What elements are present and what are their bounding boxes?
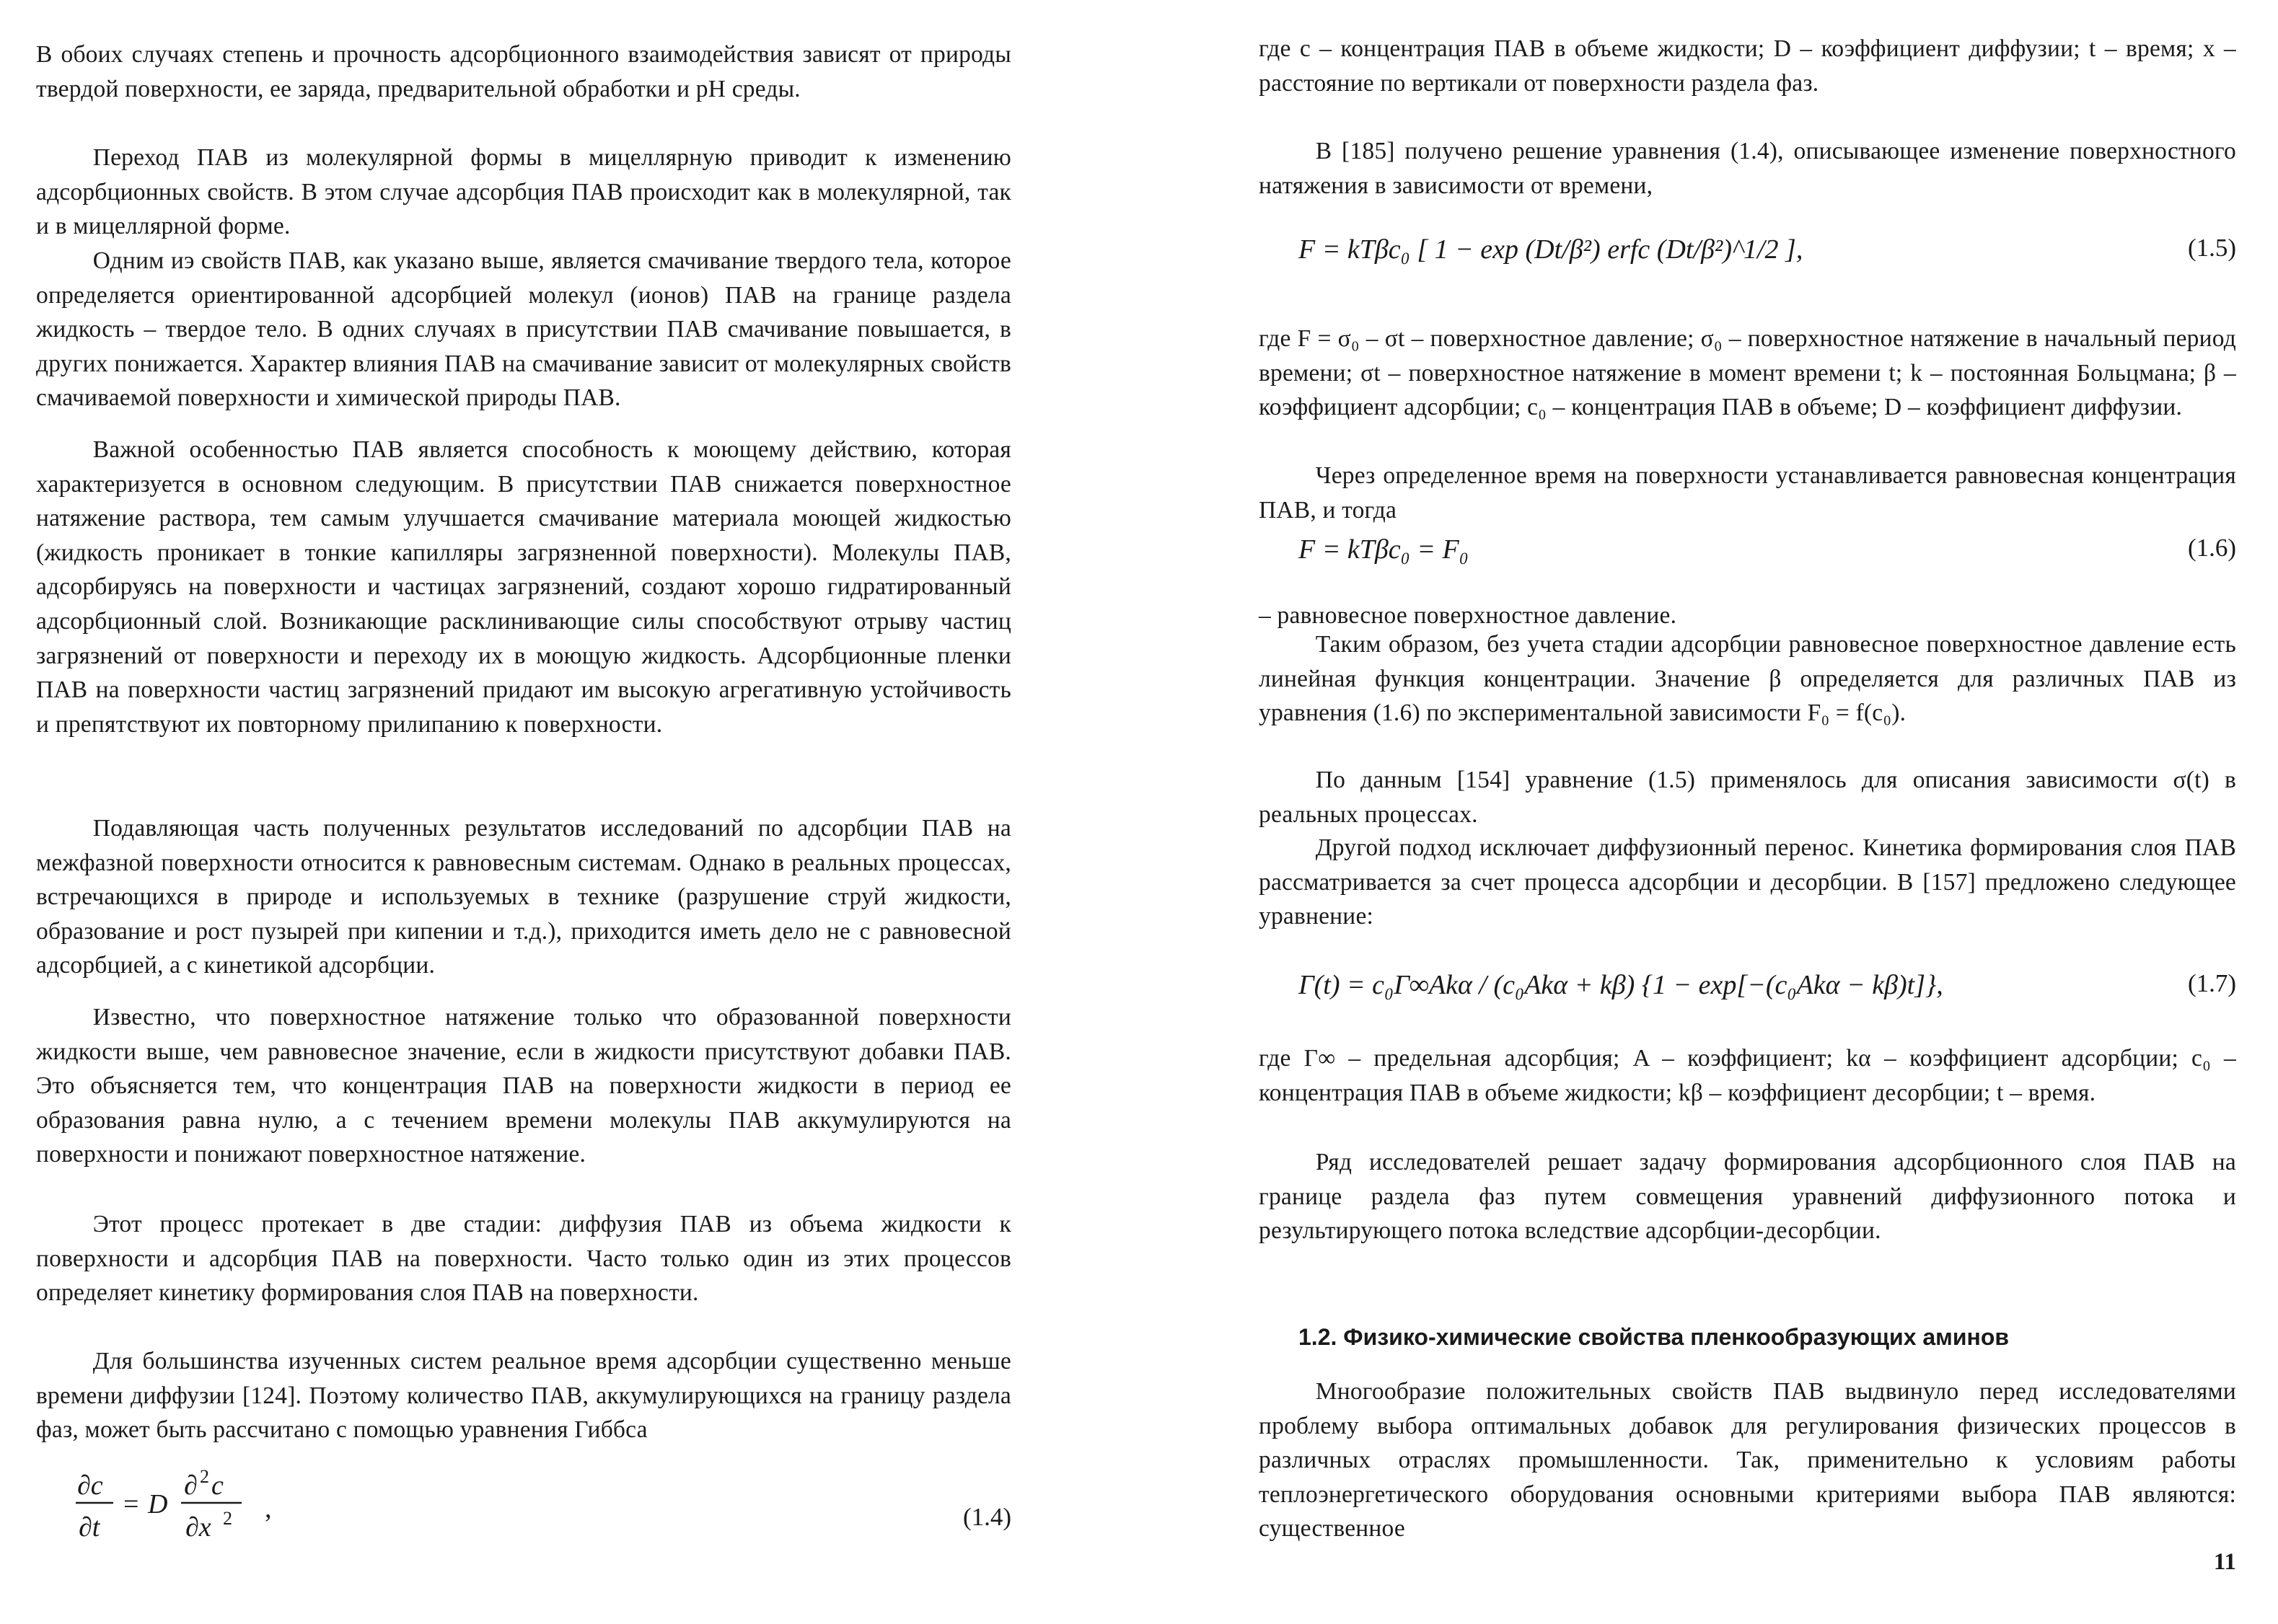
paragraph: где F = σ₀ – σt – поверхностное давление; σ₀ – поверхностное натяжение в начальный период времени; σt – поверхностное натяжение в момент времени t; k – постоянная Больцмана; β – коэффициент адсорбции; c₀ – концентрация ПАВ в объеме; D – коэффициент диффузии. — [1259, 325, 2236, 421]
paragraph: Подавляющая часть полученных результатов исследований по адсорбции ПАВ на межфазной поверхности относится к равновесным системам. Однако в реальных процессах, встречающихся в природе и используемых в технике (разрушение струй жидкости, образование и рост пузырей при кипении и т.д.), приходится иметь дело не с равновесной адсорбцией, а с кинетикой адсорбции. — [36, 815, 1011, 979]
paragraph: Через определенное время на поверхности устанавливается равновесная концентрация ПАВ, и тогда — [1259, 462, 2236, 524]
equation-1-4 — [36, 1462, 1011, 1549]
equation-1-4-expression — [76, 1462, 335, 1549]
eq-coefficient: D — [148, 1489, 168, 1519]
paragraph: Ряд исследователей решает задачу формирования адсорбционного слоя ПАВ на границе раздела фаз путем совмещения уравнений диффузионного потока и результирующего потока вследствие адсорбции-десорбции. — [1259, 1149, 2236, 1245]
equation-1-5 — [1259, 213, 2236, 300]
paragraph: Известно, что поверхностное натяжение только что образованной поверхности жидкости выше, чем равновесное значение, если в жидкости присутствуют добавки ПАВ. Это объясняется тем, что концентрация ПАВ на поверхности жидкости в период ее образования равна нулю, а с течением времени молекулы ПАВ аккумулируются на поверхности и понижают поверхностное натяжение. — [36, 1004, 1011, 1168]
eq-rhs-numerator-power: 2 — [200, 1466, 209, 1487]
equation-number: (1.6) — [2187, 534, 2236, 562]
paragraph: где Γ∞ – предельная адсорбция; A – коэффициент; kα – коэффициент адсорбции; c₀ – концентрация ПАВ в объеме жидкости; kβ – коэффициент десорбции; t – время. — [1259, 1045, 2236, 1106]
equation-1-7 — [1259, 952, 2236, 1038]
eq-lhs-numerator: ∂c — [77, 1470, 103, 1501]
paragraph: где c – концентрация ПАВ в объеме жидкости; D – коэффициент диффузии; t – время; x – расстояние по вертикали от поверхности раздела фаз. — [1259, 35, 2236, 97]
equation-number: (1.4) — [962, 1503, 1011, 1531]
eq-rhs-numerator-var: c — [211, 1470, 224, 1501]
paragraph: Таким образом, без учета стадии адсорбции равновесное поверхностное давление есть линейная функция концентрации. Значение β определяется для различных ПАВ из уравнения (1.6) по экспериментальной зависимости F₀ = f(c₀). — [1259, 631, 2236, 727]
eq-trailing-comma: , — [265, 1493, 272, 1524]
equation-number: (1.7) — [2187, 969, 2236, 997]
paragraph: – равновесное поверхностное давление. — [1259, 602, 1677, 629]
eq-lhs-denominator: ∂t — [79, 1512, 100, 1543]
paragraph: Другой подход исключает диффузионный перенос. Кинетика формирования слоя ПАВ рассматривается за счет процесса адсорбции и десорбции. В [157] предложено следующее уравнение: — [1259, 834, 2236, 930]
equation-expression: Γ(t) = c₀Γ∞Akα / (c₀Akα + kβ) {1 − exp[−(c₀Akα − kβ)t]}, — [1298, 970, 1943, 1000]
section-heading: 1.2. Физико-химические свойства пленкообразующих аминов — [1298, 1324, 2010, 1350]
paragraph: Одним иэ свойств ПАВ, как указано выше, является смачивание твердого тела, которое определяется ориентированной адсорбцией молекул (ионов) ПАВ на границе раздела жидкость – твердое тело. В одних случаях в присутствии ПАВ смачивание повышается, в других понижается. Характер влияния ПАВ на смачивание зависит от молекулярных свойств смачиваемой поверхности и химической природы ПАВ. — [36, 247, 1011, 412]
paragraph: Многообразие положительных свойств ПАВ выдвинуло перед исследователями проблему выбора оптимальных добавок для регулирования физических процессов в различных отраслях промышленности. Так, применительно к условиям работы теплоэнергетического оборудования основными критериями выбора ПАВ являются: существенное — [1259, 1378, 2236, 1543]
eq-rhs-denominator-power: 2 — [223, 1508, 232, 1529]
eq-rhs-numerator-d: ∂ — [184, 1470, 198, 1501]
page-number: 11 — [2213, 1549, 2236, 1575]
paragraph: Переход ПАВ из молекулярной формы в мицеллярную приводит к изменению адсорбционных свойств. В этом случае адсорбция ПАВ происходит как в молекулярной, так и в мицеллярной форме. — [36, 144, 1011, 240]
equation-number: (1.5) — [2187, 234, 2236, 262]
eq-equals: = — [123, 1489, 139, 1519]
right-page — [1259, 0, 2236, 1624]
paragraph: В обоих случаях степень и прочность адсорбционного взаимодействия зависят от природы твердой поверхности, ее заряда, предварительной обработки и pH среды. — [36, 41, 1011, 102]
paragraph: Для большинства изученных систем реальное время адсорбции существенно меньше времени диффузии [124]. Поэтому количество ПАВ, аккумулирующихся на границу раздела фаз, может быть рассчитано с помощью уравнения Гиббса — [36, 1348, 1011, 1444]
left-page — [36, 0, 1011, 1624]
equation-expression: F = kTβc₀ = F₀ — [1298, 534, 1469, 565]
paragraph: В [185] получено решение уравнения (1.4), описывающее изменение поверхностного натяжения в зависимости от времени, — [1259, 138, 2236, 199]
eq-rhs-denominator: ∂x — [185, 1512, 211, 1543]
paragraph: Важной особенностью ПАВ является способность к моющему действию, которая характеризуется в основном следующим. В присутствии ПАВ снижается поверхностное натяжение раствора, тем самым улучшается смачивание материала моющей жидкостью (жидкость проникает в тонкие капилляры загрязненной поверхности). Молекулы ПАВ, адсорбируясь на поверхности и частицах загрязнений, создают хорошо гидратированный адсорбционный слой. Возникающие расклинивающие силы способствуют отрыву частиц загрязнений от поверхности и переходу их в моющую жидкость. Адсорбционные пленки ПАВ на поверхности частиц загрязнений придают им высокую агрегативную устойчивость и препятствуют их повторному прилипанию к поверхности. — [36, 436, 1011, 738]
equation-expression: F = kTβc₀ [ 1 − exp (Dt/β²) erfc (Dt/β²)^1/2 ], — [1298, 234, 1803, 265]
paragraph: По данным [154] уравнение (1.5) применялось для описания зависимости σ(t) в реальных процессах. — [1259, 767, 2236, 828]
paragraph: Этот процесс протекает в две стадии: диффузия ПАВ из объема жидкости к поверхности и адсорбция ПАВ на поверхности. Часто только один из этих процессов определяет кинетику формирования слоя ПАВ на поверхности. — [36, 1211, 1011, 1307]
